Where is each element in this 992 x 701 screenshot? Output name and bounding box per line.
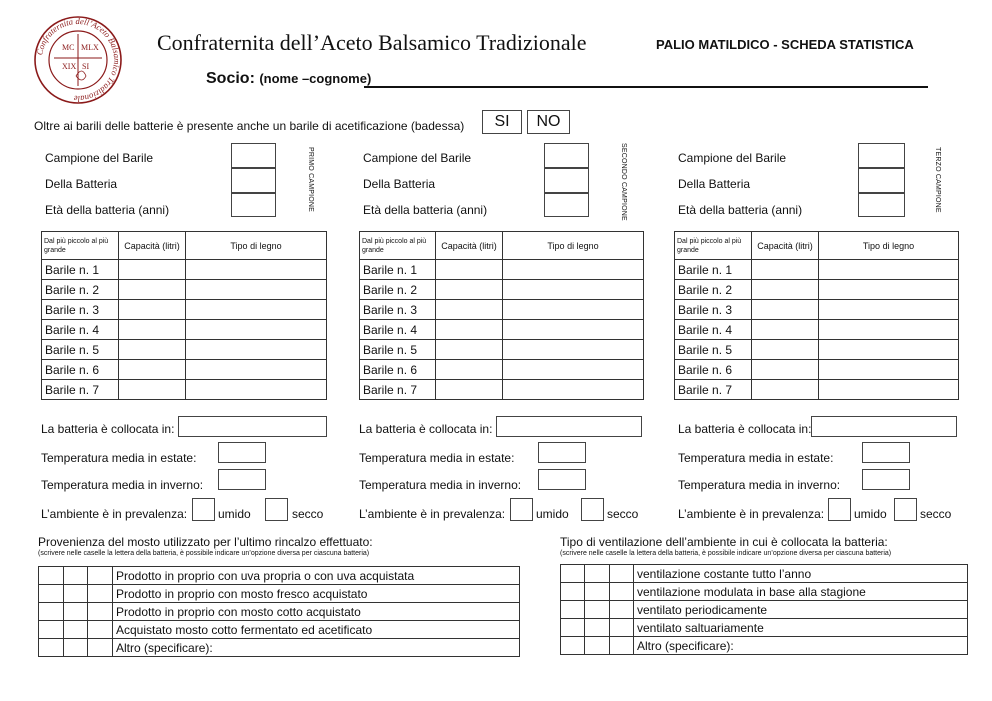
capacity-cell[interactable] [436, 260, 503, 280]
capacity-cell[interactable] [752, 300, 819, 320]
battery-letter-cell[interactable] [610, 583, 634, 601]
barrel-label: Barile n. 6 [42, 360, 119, 380]
field-label-batteria: Della Batteria [678, 177, 751, 191]
summer-temp-input[interactable] [538, 442, 586, 463]
option-label: Prodotto in proprio con mosto fresco acquistato [113, 585, 520, 603]
barrel-label: Barile n. 3 [675, 300, 752, 320]
wood-cell[interactable] [186, 260, 327, 280]
field-label-batteria: Della Batteria [363, 177, 436, 191]
capacity-cell[interactable] [119, 360, 186, 380]
header-capacity: Capacità (litri) [119, 232, 186, 260]
campione-input[interactable] [231, 143, 276, 168]
dry-label: secco [607, 507, 639, 521]
humid-checkbox[interactable] [828, 498, 851, 521]
header-wood: Tipo di legno [503, 232, 644, 260]
option-label: ventilazione costante tutto l’anno [634, 565, 968, 583]
wood-cell[interactable] [503, 380, 644, 400]
ventilazione-title: Tipo di ventilazione dell’ambiente in cui è collocata la batteria: [560, 535, 888, 549]
capacity-cell[interactable] [119, 380, 186, 400]
location-input[interactable] [496, 416, 642, 437]
barrel-label: Barile n. 4 [360, 320, 436, 340]
winter-temp-label: Temperatura media in inverno: [359, 478, 522, 492]
option-label: Altro (specificare): [113, 639, 520, 657]
humid-label: umido [218, 507, 251, 521]
header-order: Dal più piccolo al più grande [42, 232, 119, 260]
environment-label: L’ambiente è in prevalenza: [359, 507, 506, 521]
dry-checkbox[interactable] [894, 498, 917, 521]
environment-label: L’ambiente è in prevalenza: [41, 507, 188, 521]
wood-cell[interactable] [503, 320, 644, 340]
option-label: Altro (specificare): [634, 637, 968, 655]
barrel-label: Barile n. 3 [42, 300, 119, 320]
sample-vertical-label: SECONDO CAMPIONE [620, 143, 627, 221]
battery-letter-cell[interactable] [39, 603, 64, 621]
wood-cell[interactable] [503, 260, 644, 280]
battery-letter-cell[interactable] [585, 601, 610, 619]
summer-temp-label: Temperatura media in estate: [41, 451, 197, 465]
battery-letter-cell[interactable] [585, 565, 610, 583]
barrel-label: Barile n. 5 [42, 340, 119, 360]
header-order: Dal più piccolo al più grande [675, 232, 752, 260]
battery-letter-cell[interactable] [64, 567, 88, 585]
barrel-label: Barile n. 6 [360, 360, 436, 380]
socio-name-line[interactable] [364, 86, 928, 88]
capacity-cell[interactable] [752, 380, 819, 400]
document-subtitle: PALIO MATILDICO - SCHEDA STATISTICA [656, 37, 914, 52]
humid-label: umido [854, 507, 887, 521]
dry-checkbox[interactable] [581, 498, 604, 521]
field-label-campione: Campione del Barile [45, 151, 154, 165]
humid-label: umido [536, 507, 569, 521]
field-label-campione: Campione del Barile [363, 151, 472, 165]
battery-letter-cell[interactable] [561, 601, 585, 619]
batteria-input[interactable] [544, 168, 589, 193]
battery-letter-cell[interactable] [88, 603, 113, 621]
capacity-cell[interactable] [752, 360, 819, 380]
location-label: La batteria è collocata in: [41, 422, 175, 436]
capacity-cell[interactable] [752, 280, 819, 300]
battery-letter-cell[interactable] [39, 639, 64, 657]
winter-temp-label: Temperatura media in inverno: [678, 478, 841, 492]
barrel-label: Barile n. 2 [42, 280, 119, 300]
location-label: La batteria è collocata in: [359, 422, 493, 436]
badessa-yes-label: SI [494, 113, 510, 130]
environment-label: L’ambiente è in prevalenza: [678, 507, 825, 521]
battery-letter-cell[interactable] [610, 601, 634, 619]
option-label: ventilato periodicamente [634, 601, 968, 619]
field-label-campione: Campione del Barile [678, 151, 787, 165]
barrels-table [674, 231, 959, 400]
option-label: Prodotto in proprio con uva propria o con uva acquistata [113, 567, 520, 585]
wood-cell[interactable] [186, 320, 327, 340]
dry-label: secco [920, 507, 952, 521]
winter-temp-input[interactable] [862, 469, 910, 490]
campione-input[interactable] [858, 143, 905, 168]
field-label-eta: Età della batteria (anni) [363, 203, 488, 217]
battery-letter-cell[interactable] [64, 639, 88, 657]
summer-temp-label: Temperatura media in estate: [678, 451, 834, 465]
campione-input[interactable] [544, 143, 589, 168]
badessa-question: Oltre ai barili delle batterie è presente anche un barile di acetificazione (badessa) [34, 119, 465, 133]
batteria-input[interactable] [858, 168, 905, 193]
wood-cell[interactable] [819, 340, 959, 360]
header-wood: Tipo di legno [819, 232, 959, 260]
barrel-label: Barile n. 7 [675, 380, 752, 400]
location-input[interactable] [178, 416, 327, 437]
battery-letter-cell[interactable] [39, 621, 64, 639]
option-label: ventilazione modulata in base alla stagione [634, 583, 968, 601]
location-input[interactable] [811, 416, 957, 437]
barrel-label: Barile n. 7 [42, 380, 119, 400]
summer-temp-label: Temperatura media in estate: [359, 451, 515, 465]
battery-letter-cell[interactable] [88, 639, 113, 657]
sample-vertical-label: TERZO CAMPIONE [934, 147, 941, 213]
battery-letter-cell[interactable] [88, 585, 113, 603]
field-label-eta: Età della batteria (anni) [678, 203, 803, 217]
svg-text:Confraternita dell’Aceto Balsa: Confraternita dell’Aceto Balsamico Tradizionale [34, 15, 123, 105]
summer-temp-input[interactable] [862, 442, 910, 463]
battery-letter-cell[interactable] [561, 565, 585, 583]
battery-letter-cell[interactable] [561, 637, 585, 655]
battery-letter-cell[interactable] [88, 621, 113, 639]
capacity-cell[interactable] [436, 340, 503, 360]
document-title: Confraternita dell’Aceto Balsamico Tradizionale [157, 30, 587, 55]
capacity-cell[interactable] [119, 340, 186, 360]
dry-label: secco [292, 507, 324, 521]
field-label-batteria: Della Batteria [45, 177, 118, 191]
svg-text:MC: MC [62, 43, 75, 52]
barrels-table [41, 231, 327, 400]
barrel-label: Barile n. 7 [360, 380, 436, 400]
wood-cell[interactable] [503, 280, 644, 300]
capacity-cell[interactable] [119, 280, 186, 300]
confraternita-seal-logo [32, 14, 124, 106]
wood-cell[interactable] [186, 360, 327, 380]
wood-cell[interactable] [819, 280, 959, 300]
capacity-cell[interactable] [436, 300, 503, 320]
battery-letter-cell[interactable] [64, 621, 88, 639]
battery-letter-cell[interactable] [585, 619, 610, 637]
svg-text:MLX: MLX [81, 43, 99, 52]
capacity-cell[interactable] [752, 260, 819, 280]
barrel-label: Barile n. 6 [675, 360, 752, 380]
capacity-cell[interactable] [436, 380, 503, 400]
socio-label [206, 70, 371, 88]
capacity-cell[interactable] [752, 320, 819, 340]
socio-hint: (nome –cognome) [259, 71, 372, 86]
battery-letter-cell[interactable] [39, 585, 64, 603]
wood-cell[interactable] [819, 320, 959, 340]
provenienza-options-table [38, 566, 520, 657]
capacity-cell[interactable] [436, 320, 503, 340]
capacity-cell[interactable] [436, 360, 503, 380]
header-wood: Tipo di legno [186, 232, 327, 260]
battery-letter-cell[interactable] [610, 565, 634, 583]
provenienza-note: (scrivere nelle caselle la lettera della batteria, è possibile indicare un’opzione diversa per ciascuna batteria) [38, 550, 370, 557]
svg-text:XIX: XIX [62, 62, 77, 71]
barrel-label: Barile n. 5 [360, 340, 436, 360]
barrel-label: Barile n. 4 [42, 320, 119, 340]
location-label: La batteria è collocata in: [678, 422, 812, 436]
wood-cell[interactable] [819, 380, 959, 400]
summer-temp-input[interactable] [218, 442, 266, 463]
winter-temp-input[interactable] [218, 469, 266, 490]
wood-cell[interactable] [186, 280, 327, 300]
capacity-cell[interactable] [119, 300, 186, 320]
header-capacity: Capacità (litri) [436, 232, 503, 260]
barrel-label: Barile n. 1 [360, 260, 436, 280]
capacity-cell[interactable] [436, 280, 503, 300]
barrel-label: Barile n. 2 [360, 280, 436, 300]
eta-input[interactable] [858, 193, 905, 217]
winter-temp-label: Temperatura media in inverno: [41, 478, 204, 492]
eta-input[interactable] [544, 193, 589, 217]
provenienza-title: Provenienza del mosto utilizzato per l’ultimo rincalzo effettuato: [38, 535, 373, 549]
barrel-label: Barile n. 4 [675, 320, 752, 340]
wood-cell[interactable] [503, 360, 644, 380]
battery-letter-cell[interactable] [585, 583, 610, 601]
battery-letter-cell[interactable] [64, 585, 88, 603]
svg-text:SI: SI [82, 62, 90, 71]
capacity-cell[interactable] [119, 260, 186, 280]
batteria-input[interactable] [231, 168, 276, 193]
barrel-label: Barile n. 1 [42, 260, 119, 280]
option-label: Prodotto in proprio con mosto cotto acquistato [113, 603, 520, 621]
battery-letter-cell[interactable] [64, 603, 88, 621]
barrel-label: Barile n. 1 [675, 260, 752, 280]
humid-checkbox[interactable] [510, 498, 533, 521]
wood-cell[interactable] [819, 300, 959, 320]
barrel-label: Barile n. 2 [675, 280, 752, 300]
battery-letter-cell[interactable] [585, 637, 610, 655]
header-order: Dal più piccolo al più grande [360, 232, 436, 260]
wood-cell[interactable] [186, 300, 327, 320]
wood-cell[interactable] [503, 300, 644, 320]
socio-label-text: Socio: [206, 70, 255, 87]
capacity-cell[interactable] [119, 320, 186, 340]
barrel-label: Barile n. 5 [675, 340, 752, 360]
humid-checkbox[interactable] [192, 498, 215, 521]
badessa-no-box[interactable] [527, 110, 570, 134]
battery-letter-cell[interactable] [610, 619, 634, 637]
wood-cell[interactable] [503, 340, 644, 360]
badessa-no-label: NO [536, 113, 561, 130]
winter-temp-input[interactable] [538, 469, 586, 490]
battery-letter-cell[interactable] [88, 567, 113, 585]
wood-cell[interactable] [819, 360, 959, 380]
header-capacity: Capacità (litri) [752, 232, 819, 260]
ventilazione-note: (scrivere nelle caselle la lettera della batteria, è possibile indicare un’opzione diversa per ciascuna batteria) [560, 550, 892, 557]
eta-input[interactable] [231, 193, 276, 217]
field-label-eta: Età della batteria (anni) [45, 203, 170, 217]
battery-letter-cell[interactable] [561, 619, 585, 637]
battery-letter-cell[interactable] [39, 567, 64, 585]
wood-cell[interactable] [819, 260, 959, 280]
capacity-cell[interactable] [752, 340, 819, 360]
badessa-yes-box[interactable] [482, 110, 522, 134]
barrel-label: Barile n. 3 [360, 300, 436, 320]
option-label: Acquistato mosto cotto fermentato ed acetificato [113, 621, 520, 639]
sample-vertical-label: PRIMO CAMPIONE [307, 147, 314, 213]
battery-letter-cell[interactable] [610, 637, 634, 655]
barrels-table [359, 231, 644, 400]
battery-letter-cell[interactable] [561, 583, 585, 601]
dry-checkbox[interactable] [265, 498, 288, 521]
wood-cell[interactable] [186, 380, 327, 400]
wood-cell[interactable] [186, 340, 327, 360]
ventilazione-options-table [560, 564, 968, 655]
option-label: ventilato saltuariamente [634, 619, 968, 637]
